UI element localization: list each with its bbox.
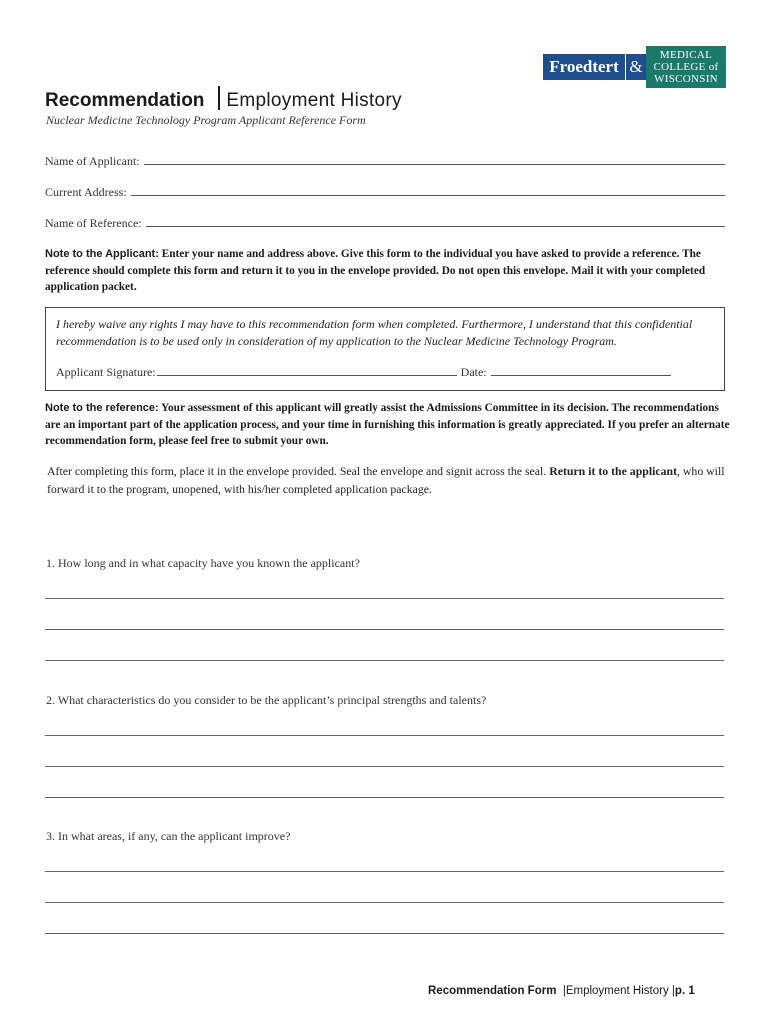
return-instructions-bold: Return it to the applicant bbox=[549, 464, 677, 478]
question-1: 1. How long and in what capacity have you known the applicant? bbox=[46, 556, 360, 570]
return-instructions: After completing this form, place it in the envelope provided. Seal the envelope and signit across the seal. Return it to the applicant, who will forward it to the program, unopened, with his/her completed application package. bbox=[47, 464, 725, 496]
note-to-applicant bbox=[45, 246, 730, 296]
current-address-label: Current Address: bbox=[45, 185, 127, 199]
answer-1-line-2[interactable] bbox=[45, 629, 724, 630]
footer-page-number: p. 1 bbox=[674, 985, 695, 997]
note-to-reference bbox=[45, 400, 730, 450]
note-applicant-label: Note to the Applicant: bbox=[45, 248, 159, 260]
title-divider bbox=[218, 86, 220, 110]
applicant-name-line[interactable] bbox=[144, 154, 725, 165]
answer-1-line-3[interactable] bbox=[45, 660, 724, 661]
signature-line[interactable] bbox=[157, 365, 457, 376]
page-subtitle: Nuclear Medicine Technology Program Applicant Reference Form bbox=[46, 113, 366, 127]
date-label: Date: bbox=[460, 365, 487, 379]
current-address-field bbox=[45, 185, 725, 200]
note-reference-text: Your assessment of this applicant will greatly assist the Admissions Committee in its decision. The recommendations are an important part of the application process, and your time in furnishing this information is greatly appreciated. If you prefer an alternate recommendation form, please feel free to submit your own. bbox=[45, 402, 730, 447]
logo-medical-college: MEDICAL COLLEGE of WISCONSIN bbox=[646, 46, 726, 88]
waiver-box bbox=[45, 307, 725, 391]
question-3: 3. In what areas, if any, can the applicant improve? bbox=[46, 829, 291, 843]
reference-name-line[interactable] bbox=[146, 216, 725, 227]
signature-label: Applicant Signature: bbox=[56, 365, 156, 379]
footer-section: Employment History bbox=[565, 985, 669, 997]
answer-3-line-1[interactable] bbox=[45, 871, 724, 872]
page-footer: Recommendation Form |Employment History |p. 1 bbox=[428, 985, 695, 997]
footer-form-name: Recommendation Form bbox=[428, 985, 557, 997]
answer-1-line-1[interactable] bbox=[45, 598, 724, 599]
signature-row bbox=[56, 365, 714, 380]
question-2: 2. What characteristics do you consider to be the applicant’s principal strengths and talents? bbox=[46, 693, 487, 707]
reference-name-label: Name of Reference: bbox=[45, 216, 142, 230]
current-address-line[interactable] bbox=[131, 185, 725, 196]
reference-name-field bbox=[45, 216, 725, 231]
logo-ampersand: & bbox=[625, 54, 646, 80]
applicant-name-field bbox=[45, 154, 725, 169]
institution-logo bbox=[543, 46, 726, 88]
answer-2-line-3[interactable] bbox=[45, 797, 724, 798]
applicant-name-label: Name of Applicant: bbox=[45, 154, 140, 168]
answer-3-line-2[interactable] bbox=[45, 902, 724, 903]
title-bold: Recommendation bbox=[45, 90, 205, 111]
answer-2-line-2[interactable] bbox=[45, 766, 724, 767]
waiver-text: I hereby waive any rights I may have to this recommendation form when completed. Furthermore, I understand that this confidential recommendation is to be used only in consideration of my application to the Nuclear Medicine Technology Program. bbox=[56, 317, 693, 348]
date-line[interactable] bbox=[491, 365, 671, 376]
logo-froedtert: Froedtert bbox=[543, 54, 625, 80]
answer-3-line-3[interactable] bbox=[45, 933, 724, 934]
note-reference-label: Note to the reference: bbox=[45, 402, 159, 414]
answer-2-line-1[interactable] bbox=[45, 735, 724, 736]
page-title bbox=[45, 86, 402, 112]
title-light: Employment History bbox=[226, 90, 402, 111]
note-applicant-text: Enter your name and address above. Give this form to the individual you have asked to provide a reference. The reference should complete this form and return it to you in the envelope provided. Do not open this envelope. Mail it with your completed application packet. bbox=[45, 248, 706, 293]
